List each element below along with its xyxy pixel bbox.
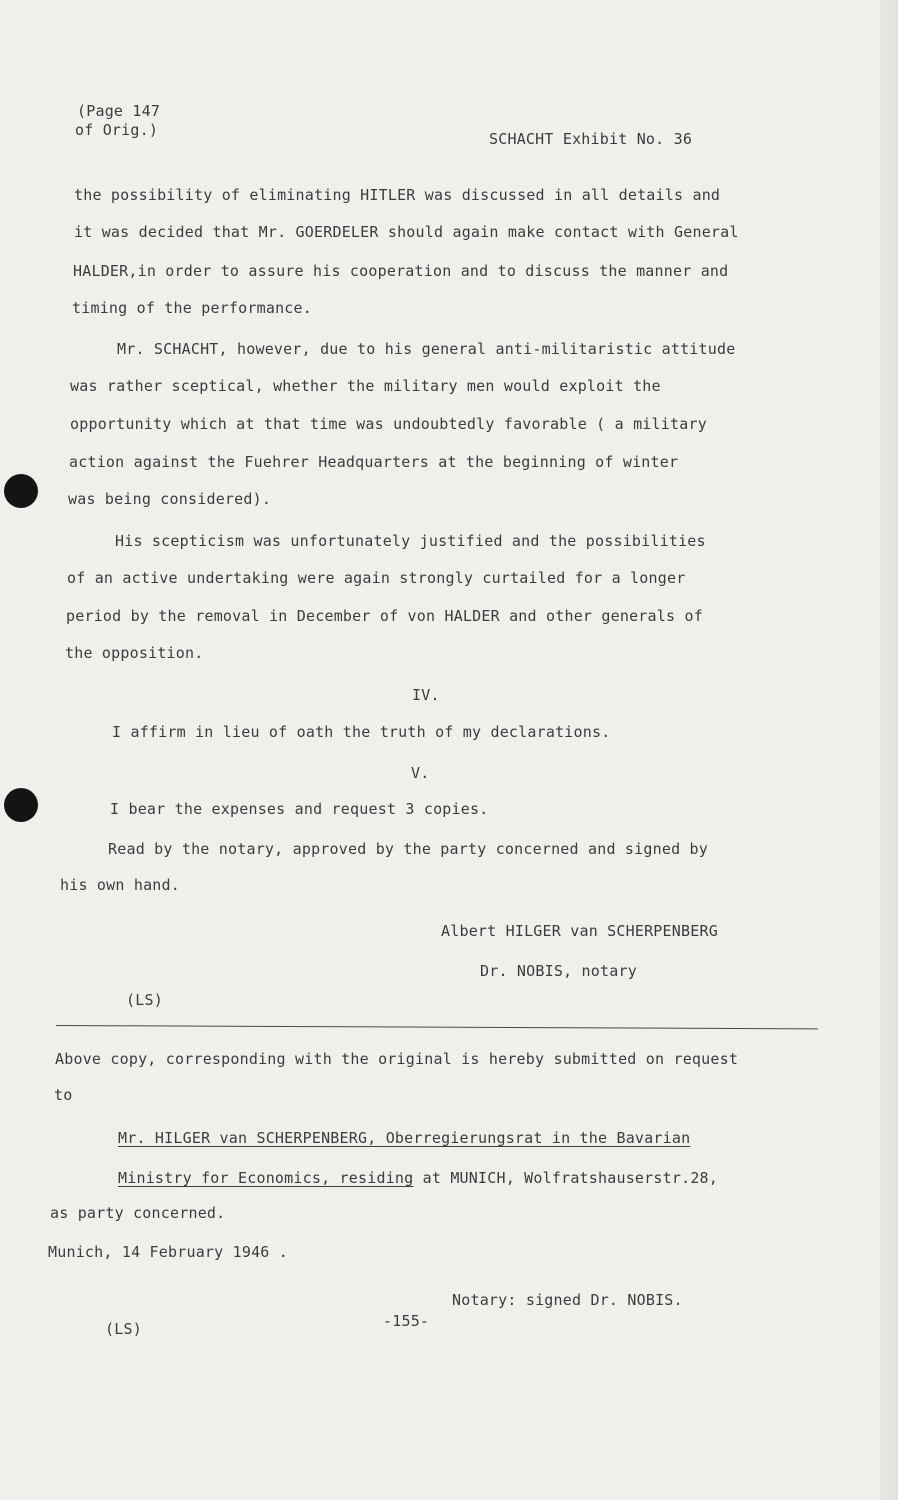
paragraph-line: Mr. SCHACHT, however, due to his general anti-militaristic attitude	[117, 340, 736, 358]
page-reference-line1: (Page 147	[77, 102, 161, 120]
divider-line	[56, 1025, 818, 1029]
punch-hole	[4, 474, 38, 508]
paragraph-line: timing of the performance.	[72, 299, 312, 317]
signature-notary: Dr. NOBIS, notary	[480, 962, 637, 980]
paragraph-line: of an active undertaking were again strongly curtailed for a longer	[67, 569, 686, 587]
paper-edge	[880, 0, 898, 1500]
section-heading-iv: IV.	[412, 686, 440, 704]
notary-signature: Notary: signed Dr. NOBIS.	[452, 1291, 683, 1309]
paragraph-line: his own hand.	[60, 876, 180, 894]
page-number: -155-	[383, 1312, 430, 1330]
paragraph-line: the possibility of eliminating HITLER was discussed in all details and	[74, 186, 721, 204]
address-line: as party concerned.	[50, 1204, 226, 1222]
punch-hole	[4, 788, 38, 822]
paragraph-line: was rather sceptical, whether the military men would exploit the	[70, 377, 661, 395]
section-heading-v: V.	[411, 764, 430, 782]
certification-line: to	[54, 1086, 73, 1104]
address-rest: at MUNICH, Wolfratshauserstr.28,	[413, 1169, 719, 1187]
paragraph-line: action against the Fuehrer Headquarters at the beginning of winter	[69, 453, 679, 471]
signature-hilger: Albert HILGER van SCHERPENBERG	[441, 922, 718, 940]
certification-line: Above copy, corresponding with the original is hereby submitted on request	[55, 1050, 739, 1068]
paragraph-line: Read by the notary, approved by the party concerned and signed by	[108, 840, 708, 858]
seal-mark: (LS)	[105, 1320, 142, 1338]
paragraph-line: the opposition.	[65, 644, 204, 662]
paragraph-line: was being considered).	[68, 490, 272, 508]
page-reference-line2: of Orig.)	[75, 121, 159, 139]
address-line	[118, 1169, 718, 1187]
paragraph-line: His scepticism was unfortunately justified and the possibilities	[115, 532, 706, 550]
paragraph-line: period by the removal in December of von HALDER and other generals of	[66, 607, 703, 625]
paragraph-line: opportunity which at that time was undoubtedly favorable ( a military	[70, 415, 707, 433]
affirmation-line: I affirm in lieu of oath the truth of my declarations.	[112, 723, 611, 741]
seal-mark: (LS)	[126, 991, 163, 1009]
expenses-line: I bear the expenses and request 3 copies.	[110, 800, 489, 818]
paragraph-line: it was decided that Mr. GOERDELER should again make contact with General	[74, 223, 739, 241]
exhibit-number: SCHACHT Exhibit No. 36	[489, 130, 693, 148]
date-line: Munich, 14 February 1946 .	[48, 1243, 288, 1261]
address-underlined: Ministry for Economics, residing	[118, 1169, 414, 1187]
paragraph-line: HALDER,in order to assure his cooperation and to discuss the manner and	[73, 262, 729, 280]
address-line: Mr. HILGER van SCHERPENBERG, Oberregierungsrat in the Bavarian	[118, 1129, 691, 1147]
